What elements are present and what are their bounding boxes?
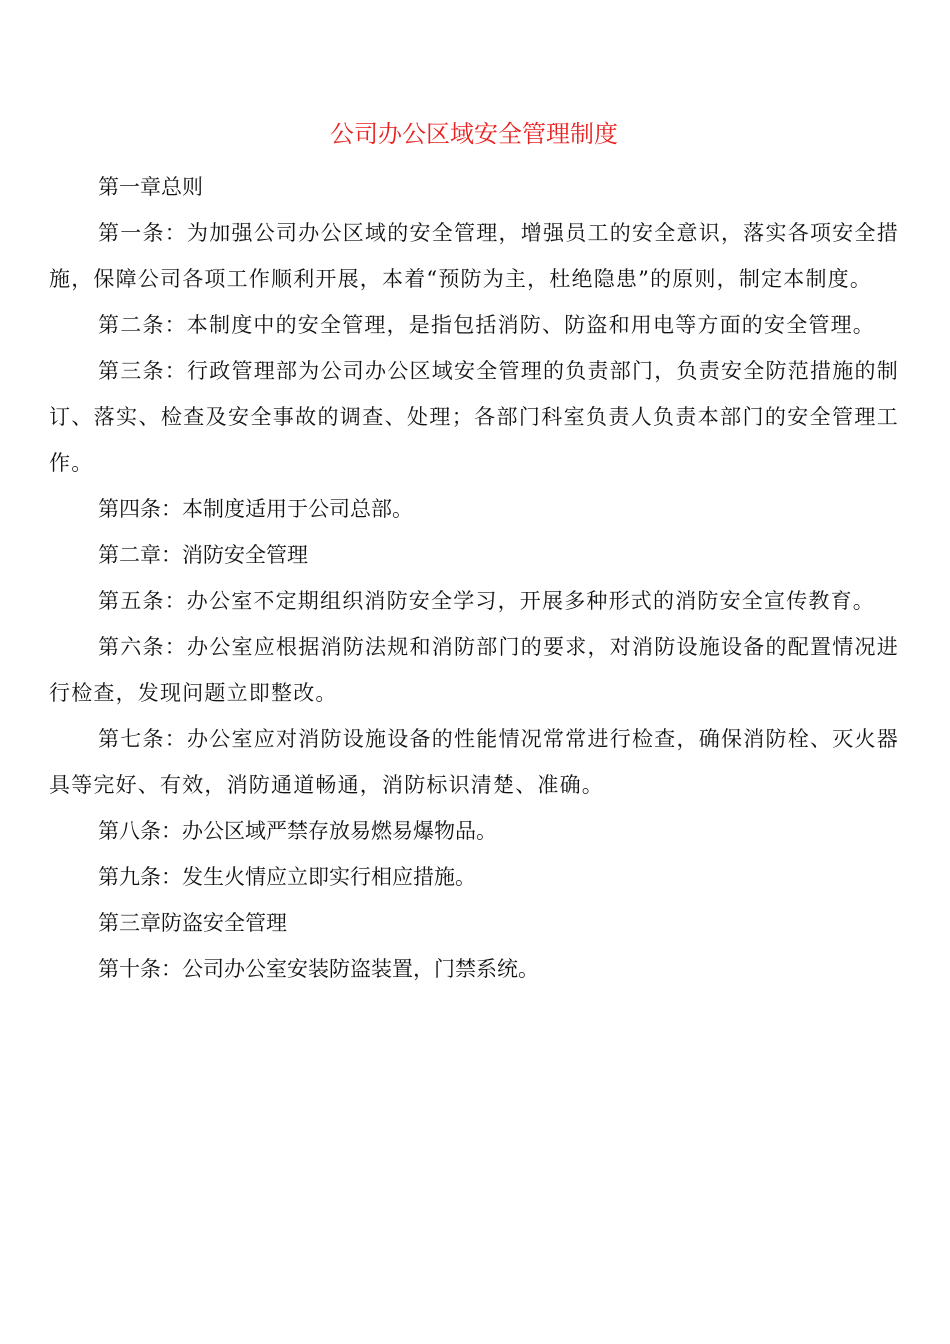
article-7: 第七条：办公室应对消防设施设备的性能情况常常进行检查，确保消防栓、灭火器具等完好、有效，消防通道畅通，消防标识清楚、准确。 xyxy=(49,727,899,797)
chapter-heading-1: 第一章总则 xyxy=(98,175,203,199)
article-9: 第九条：发生火情应立即实行相应措施。 xyxy=(98,865,476,889)
article-8: 第八条：办公区域严禁存放易燃易爆物品。 xyxy=(98,819,497,843)
chapter-heading-2: 第二章：消防安全管理 xyxy=(98,543,308,567)
document-title: 公司办公区域安全管理制度 xyxy=(330,120,618,148)
article-3: 第三条：行政管理部为公司办公区域安全管理的负责部门，负责安全防范措施的制订、落实、检查及安全事故的调查、处理；各部门科室负责人负责本部门的安全管理工作。 xyxy=(49,359,899,475)
article-5: 第五条：办公室不定期组织消防安全学习，开展多种形式的消防安全宣传教育。 xyxy=(98,589,875,613)
article-4: 第四条：本制度适用于公司总部。 xyxy=(98,497,413,521)
document-body xyxy=(49,164,899,992)
article-2: 第二条：本制度中的安全管理，是指包括消防、防盗和用电等方面的安全管理。 xyxy=(98,313,875,337)
article-1: 第一条：为加强公司办公区域的安全管理，增强员工的安全意识，落实各项安全措施，保障公司各项工作顺利开展，本着“预防为主，杜绝隐患”的原则，制定本制度。 xyxy=(49,221,899,291)
article-10: 第十条：公司办公室安装防盗装置，门禁系统。 xyxy=(98,957,539,981)
chapter-heading-3: 第三章防盗安全管理 xyxy=(98,911,287,935)
article-6: 第六条：办公室应根据消防法规和消防部门的要求，对消防设施设备的配置情况进行检查，发现问题立即整改。 xyxy=(49,635,899,705)
